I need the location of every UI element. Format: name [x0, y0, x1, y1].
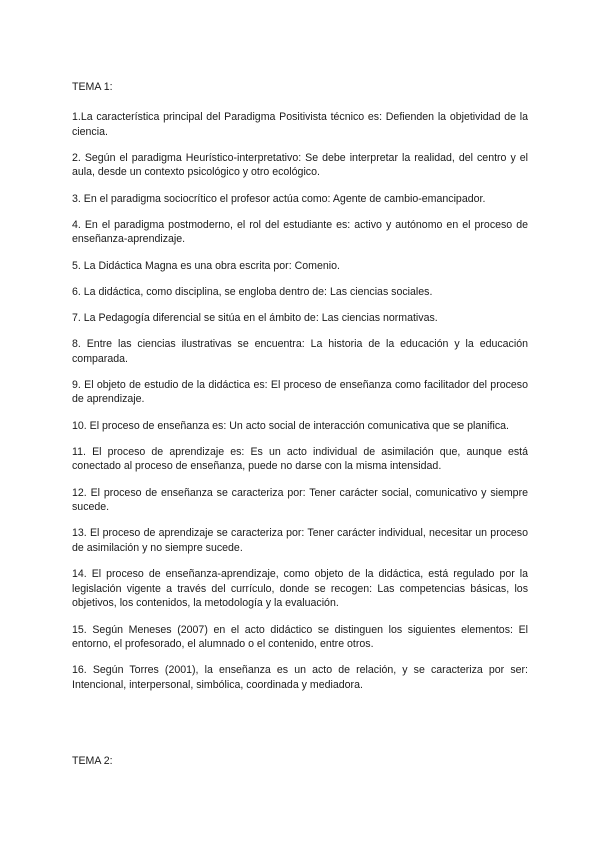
- question-item-2: 2. Según el paradigma Heurístico-interpretativo: Se debe interpretar la realidad, del centro y el aula, desde un contexto psicológico y otro ecológico.: [72, 151, 528, 179]
- question-item-13: 13. El proceso de aprendizaje se caracteriza por: Tener carácter individual, necesitar un proceso de asimilación y no siempre sucede.: [72, 527, 528, 554]
- question-item-10: 10. El proceso de enseñanza es: Un acto social de interacción comunicativa que se planifica.: [72, 419, 509, 432]
- question-item-15: 15. Según Meneses (2007) en el acto didáctico se distinguen los siguientes elementos: El entorno, el profesorado, el alumnado o el contenido, entre otros.: [72, 623, 528, 651]
- document-body: [72, 80, 528, 704]
- question-item-14: 14. El proceso de enseñanza-aprendizaje, como objeto de la didáctica, está regulado por la legislación vigente a través del currículo, donde se recogen: Las competencias básicas, los objetivos, los contenidos, la metodología y la evaluación.: [72, 568, 528, 610]
- question-item-9: 9. El objeto de estudio de la didáctica es: El proceso de enseñanza como facilitador del proceso de aprendizaje.: [72, 378, 528, 406]
- question-item-16: 16. Según Torres (2001), la enseñanza es un acto de relación, y se caracteriza por ser: Intencional, interpersonal, simbólica, coordinada y mediadora.: [72, 664, 528, 691]
- section-heading-tema-2: TEMA 2:: [72, 755, 113, 767]
- section-heading-tema-1: TEMA 1:: [72, 81, 113, 93]
- question-item-8: 8. Entre las ciencias ilustrativas se encuentra: La historia de la educación y la educación comparada.: [72, 338, 528, 365]
- question-item-11: 11. El proceso de aprendizaje es: Es un acto individual de asimilación que, aunque está conectado al proceso de enseñanza, puede no darse con la misma intensidad.: [72, 445, 528, 473]
- question-item-7: 7. La Pedagogía diferencial se sitúa en el ámbito de: Las ciencias normativas.: [72, 311, 438, 324]
- question-item-6: 6. La didáctica, como disciplina, se engloba dentro de: Las ciencias sociales.: [72, 285, 433, 298]
- question-item-1: 1.La característica principal del Paradigma Positivista técnico es: Defienden la objetividad de la ciencia.: [72, 111, 528, 138]
- question-item-3: 3. En el paradigma sociocrítico el profesor actúa como: Agente de cambio-emancipador.: [72, 192, 486, 205]
- question-item-12: 12. El proceso de enseñanza se caracteriza por: Tener carácter social, comunicativo y siempre sucede.: [72, 486, 528, 514]
- question-item-4: 4. En el paradigma postmoderno, el rol del estudiante es: activo y autónomo en el proceso de enseñanza-aprendizaje.: [72, 218, 528, 246]
- question-item-5: 5. La Didáctica Magna es una obra escrita por: Comenio.: [72, 259, 340, 272]
